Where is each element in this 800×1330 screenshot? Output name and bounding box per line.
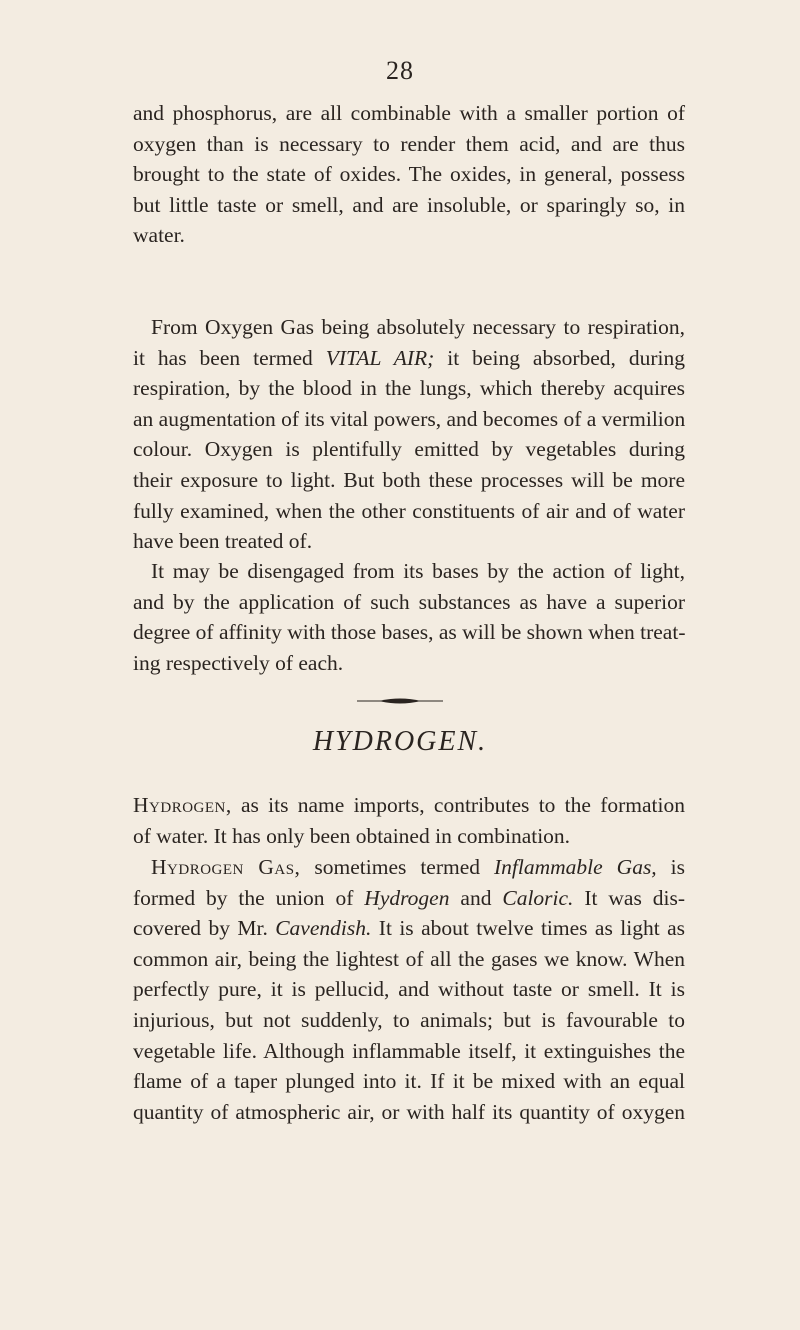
text-line bbox=[133, 883, 685, 914]
text-line: flame of a taper plunged into it. If it be mixed with an equal bbox=[133, 1069, 685, 1094]
text-line: common air, being the lightest of all the gases we know. When bbox=[133, 946, 685, 971]
text-run: It was dis- bbox=[573, 885, 685, 910]
emphasis-term: Inflammable Gas, bbox=[494, 855, 657, 879]
text-line: degree of affinity with those bases, as will be shown when treat- bbox=[133, 620, 686, 645]
text-line: fully examined, when the other constituents of air and of water bbox=[133, 498, 685, 523]
emphasis-vital-air: VITAL AIR; bbox=[325, 345, 435, 370]
text-line: and by the application of such substances as have a superior bbox=[133, 589, 685, 614]
text-line: their exposure to light. But both these processes will be more bbox=[133, 467, 685, 492]
text-run: formed by the union of bbox=[133, 885, 365, 910]
paragraph-hydrogen bbox=[133, 790, 685, 851]
paragraph-hydrogen-gas bbox=[133, 852, 685, 1127]
text-run: as its name imports, contributes to the formation bbox=[231, 793, 685, 817]
text-run: is bbox=[656, 855, 686, 879]
text-line: It may be disengaged from its bases by the action of light, bbox=[151, 559, 685, 583]
text-line: of water. It has only been obtained in combination. bbox=[133, 823, 571, 848]
text-run: sometimes termed bbox=[300, 855, 495, 879]
section-divider-ornament bbox=[357, 696, 443, 706]
text-run: it has been termed bbox=[133, 345, 326, 370]
text-line: water. bbox=[133, 223, 185, 248]
small-caps-term: Hydrogen Gas, bbox=[151, 855, 301, 879]
text-line: an augmentation of its vital powers, and becomes of a vermilion bbox=[133, 406, 686, 431]
text-line: perfectly pure, it is pellucid, and without taste or smell. It is bbox=[133, 977, 685, 1002]
text-line: ing respectively of each. bbox=[133, 650, 344, 675]
text-line: vegetable life. Although inflammable itself, it extinguishes the bbox=[133, 1038, 685, 1063]
text-line: quantity of atmospheric air, or with half its quantity of oxygen bbox=[133, 1099, 685, 1124]
text-line bbox=[133, 790, 685, 821]
text-line bbox=[133, 913, 685, 944]
text-run: and bbox=[449, 885, 503, 910]
text-run: It is about twelve times as light as bbox=[371, 916, 685, 941]
page-number: 28 bbox=[386, 56, 414, 85]
text-line: but little taste or smell, and are insoluble, or sparingly so, in bbox=[133, 192, 685, 217]
section-heading: HYDROGEN. bbox=[312, 726, 488, 757]
small-caps-term: Hydrogen, bbox=[133, 793, 232, 817]
text-line: colour. Oxygen is plentifully emitted by vegetables during bbox=[133, 437, 685, 462]
emphasis-name: Cavendish. bbox=[275, 916, 372, 941]
paragraph-oxides bbox=[133, 98, 685, 251]
text-line bbox=[133, 852, 685, 883]
text-run: it being absorbed, during bbox=[434, 345, 685, 370]
text-line: From Oxygen Gas being absolutely necessary to respiration, bbox=[151, 315, 685, 339]
text-line: respiration, by the blood in the lungs, which thereby acquires bbox=[133, 376, 685, 401]
text-line bbox=[133, 343, 685, 374]
text-line: have been treated of. bbox=[133, 529, 313, 554]
paragraph-vital-air bbox=[133, 312, 685, 557]
emphasis-term: Hydrogen bbox=[364, 885, 450, 910]
emphasis-term: Caloric. bbox=[502, 885, 574, 910]
text-line: oxygen than is necessary to render them acid, and are thus bbox=[133, 131, 685, 156]
text-run: covered by Mr. bbox=[133, 916, 276, 941]
text-line: injurious, but not suddenly, to animals; but is favourable to bbox=[133, 1007, 685, 1032]
text-line: brought to the state of oxides. The oxides, in general, possess bbox=[133, 162, 685, 187]
text-line: and phosphorus, are all combinable with a smaller portion of bbox=[133, 101, 685, 125]
paragraph-disengaged bbox=[133, 556, 685, 678]
